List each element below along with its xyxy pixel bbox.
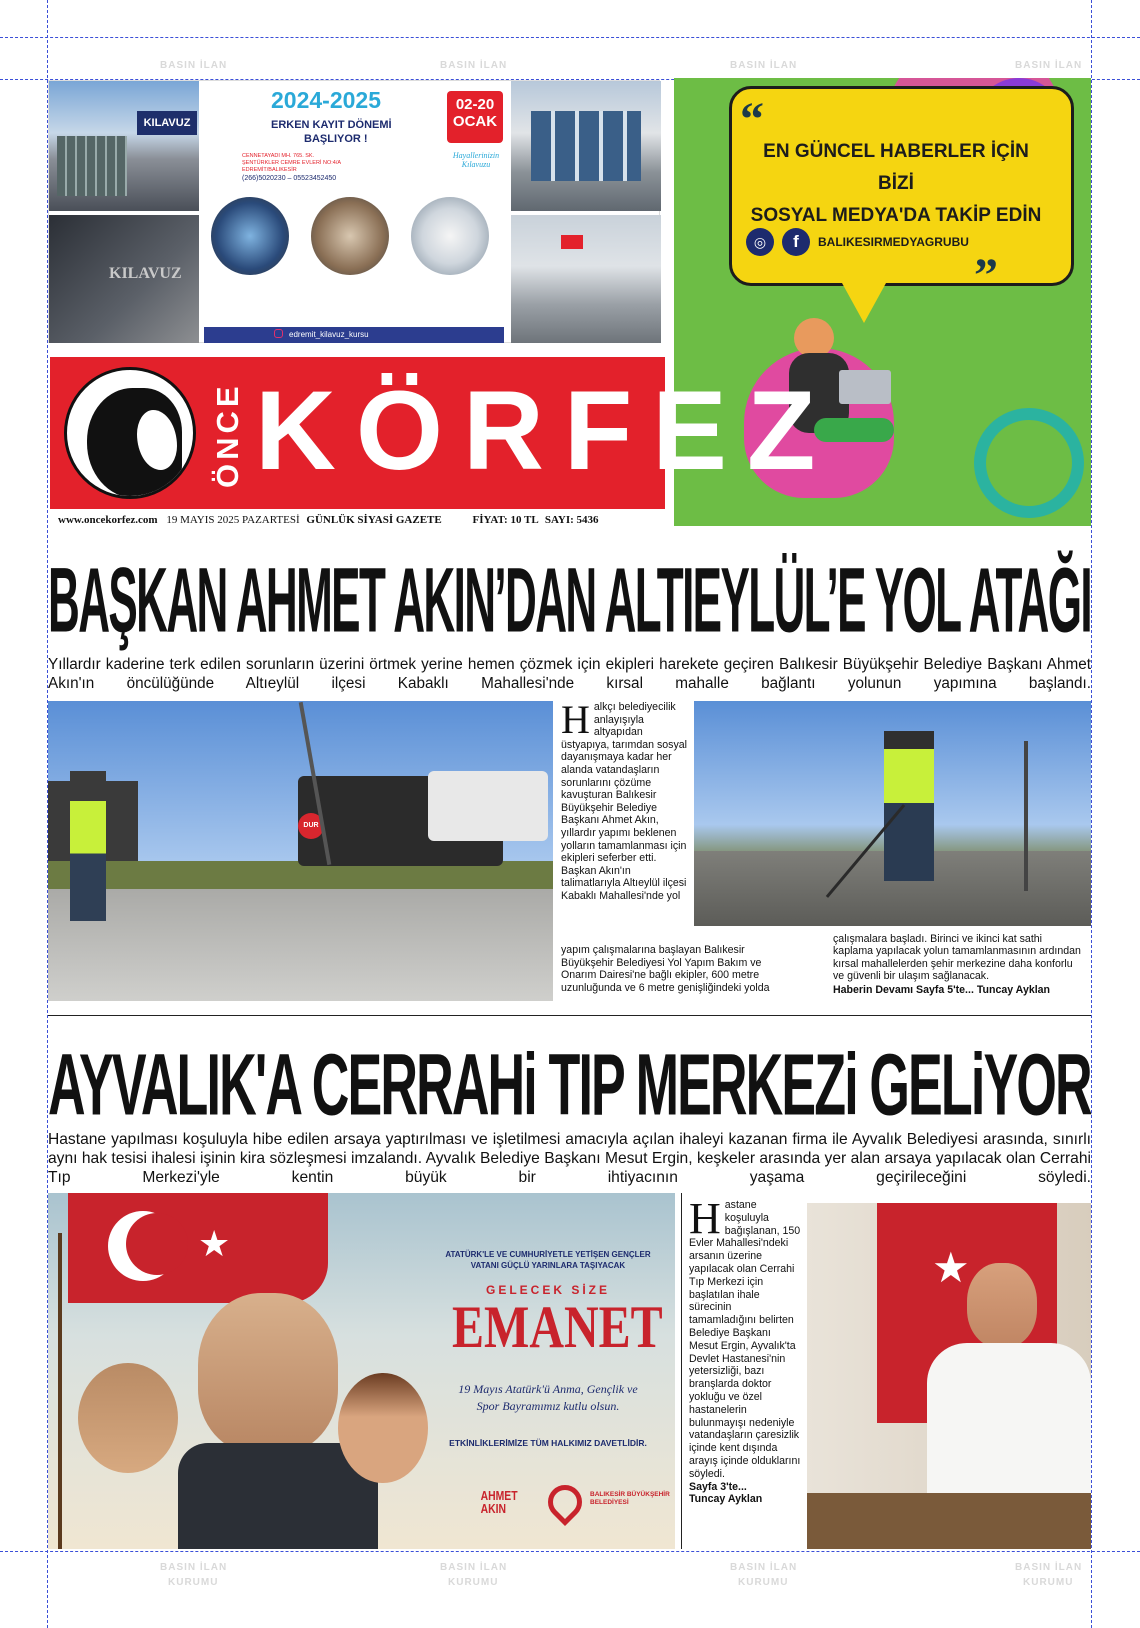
watermark: BASIN İLAN	[160, 60, 228, 71]
facebook-icon[interactable]: f	[782, 228, 810, 256]
watermark: KURUMU	[738, 1577, 789, 1588]
quote-close-icon: ”	[974, 249, 998, 302]
star-icon: ★	[198, 1223, 231, 1264]
price: FİYAT: 10 TL	[472, 514, 539, 526]
office-photo	[49, 215, 199, 343]
story1-column-text: alkçı belediyecilik anlayışıyla altyapıdan üstyapıya, tarımdan sosyal dayanışmaya kadar her alanda vatandaşların sorunlarını çözüme kavuşturan Balıkesir Büyükşehir Belediye Başkanı Ahmet Akın, yıllardır yapımı beklenen yolların tamamlanması için ekipleri seferber etti. Başkan Akın'ın talimatlarıyla Altıeylül ilçesi Kabaklı Mahallesi'nde yol	[561, 701, 688, 902]
story1-column	[561, 697, 691, 931]
story2-continue[interactable]: Sayfa 3'te...	[689, 1480, 747, 1493]
wall-logo: KILAVUZ	[109, 265, 182, 282]
watermark: KURUMU	[448, 1577, 499, 1588]
ad-years: 2024-2025	[271, 87, 381, 113]
crop-guide-top-1	[0, 37, 1140, 38]
classroom-photo	[211, 197, 289, 275]
watermark: BASIN İLAN	[440, 1562, 508, 1573]
worker-figure	[884, 731, 934, 881]
ad-emanet-script: 19 Mayıs Atatürk'ü Anma, Gençlik ve Spor Bayramımız kutlu olsun.	[458, 1382, 638, 1413]
decor-coil	[974, 408, 1084, 518]
watermark: KURUMU	[1023, 1577, 1074, 1588]
star-icon: ★	[932, 1244, 970, 1291]
story2-column	[689, 1194, 801, 1506]
social-handle: BALIKESIRMEDYAGRUBU	[818, 235, 969, 249]
ad-emanet-header: ATATÜRK'LE VE CUMHURİYETLE YETİŞEN GENÇLER VATANI GÜÇLÜ YARINLARA TAŞIYACAK	[445, 1250, 651, 1270]
watermark: BASIN İLAN	[1015, 60, 1083, 71]
ad-kilavuz[interactable]	[48, 80, 660, 343]
ataturk-portrait-logo	[64, 367, 196, 499]
ad-tagline: Hayallerinizin Kılavuzu	[452, 151, 500, 169]
stop-sign-icon: DUR	[298, 813, 324, 839]
ad-phone: (266)5020230 – 05523452450	[242, 175, 337, 182]
ad-emanet-invite: ETKİNLİKLERİMİZE TÜM HALKIMIZ DAVETLİDİR.	[449, 1438, 647, 1448]
story1-headline[interactable]: BAŞKAN AHMET AKIN’DAN ALTIEYLÜL’E YOL ATAĞI	[48, 549, 1092, 652]
story2-lead: Hastane yapılması koşuluyla hibe edilen arsaya yaptırılması ve işletilmesi amacıyla açılan ihaleyi kazanan firma ile Ayvalık Belediyesi arasında, sınırlı aynı hak tesisi ihalesi işinin kira sözleşmesi imzalandı. Ayvalık Belediye Başkanı Mesut Ergin, keşkeler arasında yer alan arsaya yapılacak olan Cerrahi Tıp Merkezi'yle kentin büyük bir ihtiyacının yaşama geçirileceğini söyledi.	[48, 1131, 1091, 1186]
ad-emanet[interactable]	[48, 1193, 675, 1549]
story1-bottom-text: yapım çalışmalarına başlayan Balıkesir Büyükşehir Belediyesi Yol Yapım Bakım ve Onarım Dairesi'ne bağlı ekipler, 600 metre uzunluğunda ve 6 metre genişliğindeki yolda	[561, 944, 770, 994]
section-divider	[48, 1015, 1091, 1016]
ad-address: CENNETAYADI MH. 765. SK. ŞENTÜRKLER CEMRE EVLERİ NO:4/A EDREMİT/BALIKESİR	[242, 153, 341, 173]
person-head	[794, 318, 834, 358]
story2-author: Tuncay Ayklan	[689, 1493, 763, 1506]
masthead	[50, 357, 836, 509]
watermark: KURUMU	[168, 1577, 219, 1588]
ad-emanet-big: EMANET	[452, 1294, 663, 1360]
story1-continue[interactable]: Haberin Devamı Sayfa 5'te... Tuncay Ayklan	[833, 984, 1051, 996]
minibus-photo	[411, 197, 489, 275]
quote-open-icon: “	[740, 93, 764, 146]
crop-guide-bottom	[0, 1551, 1140, 1552]
heart-logo-icon	[541, 1478, 589, 1526]
instagram-icon[interactable]: ◎	[746, 228, 774, 256]
story1-dropcap: H	[561, 697, 590, 742]
storefront-photo	[511, 81, 661, 211]
ad-emanet-signature: AHMET AKIN	[480, 1488, 518, 1516]
instagram-bar[interactable]	[204, 327, 504, 343]
mayor-photo	[807, 1203, 1091, 1549]
story1-right-text: çalışmalara başladı. Birinci ve ikinci kat sathi kaplama yapılacak yolun tamamlanmasının ardından kırsal mahallelerden şehir merkezine daha konforlu ve güvenli bir ulaşım sağlanacak.	[833, 933, 1081, 983]
young-woman-face	[338, 1373, 428, 1483]
ad-date-box: 02-20 OCAK	[447, 91, 503, 143]
masthead-small: ÖNCE	[210, 382, 245, 488]
watermark: BASIN İLAN	[730, 1562, 798, 1573]
laptop-icon	[839, 370, 891, 404]
story1-lead: Yıllardır kaderine terk edilen sorunların üzerini örtmek yerine hemen çözmek için ekipleri harekete geçiren Balıkesir Büyükşehir Belediye Başkanı Ahmet Akın'ın öncülüğünde Altıeylül ilçesi Kabaklı Mahallesi'nde kırsal mahalle bağlantı yolunun yapımına başlandı.	[48, 656, 1091, 692]
watermark: BASIN İLAN	[1015, 1562, 1083, 1573]
storefront-sign: KILAVUZ	[137, 111, 197, 135]
story2-headline[interactable]: AYVALIK'A CERRAHi TIP MERKEZi GELiYOR	[48, 1035, 1091, 1134]
website-link[interactable]: www.oncekorfez.com	[58, 514, 158, 526]
watermark: BASIN İLAN	[730, 60, 798, 71]
column-rule	[681, 1193, 682, 1549]
paper-type: GÜNLÜK SİYASİ GAZETE	[306, 514, 442, 526]
ad-line2: BAŞLIYOR !	[304, 133, 368, 145]
instagram-handle: edremit_kilavuz_kursu	[289, 330, 369, 339]
worker-raking-photo	[694, 701, 1091, 926]
story2-column-text: astane koşuluyla bağışlanan, 150 Evler Mahallesi'ndeki arsanın üzerine yapılacak olan Cerrahi Tıp Merkezi için başlatılan ihale sürecinin tamamladığını belirten Belediye Başkanı Mesut Ergin, Ayvalık'ta Devlet Hastanesi'nin yetersizliği, bazı branşlarda doktor yokluğu ve özel hastanelerin bulunmayışı nedeniyle vatandaşların çaresizlik içinde kent dışında arayış içinde olduklarını söyledi.	[689, 1199, 801, 1480]
watermark: BASIN İLAN	[160, 1562, 228, 1573]
ad-social-text: EN GÜNCEL HABERLER İÇİN BİZİ SOSYAL MEDYA'DA TAKİP EDİN	[750, 141, 1042, 226]
story2-dropcap: H	[689, 1194, 721, 1243]
instagram-icon	[274, 329, 283, 338]
ad-emanet-small: GELECEK SİZE	[485, 1283, 610, 1297]
ad-emanet-org: BALIKESİR BÜYÜKŞEHİR BELEDİYESİ	[590, 1491, 670, 1506]
street-photo	[511, 215, 661, 343]
masthead-title: KÖRFEZ	[255, 368, 836, 493]
turkish-flag	[68, 1193, 328, 1303]
road-work-photo	[48, 701, 553, 1001]
masthead-info	[58, 514, 668, 526]
flag-icon	[561, 235, 583, 249]
ataturk-face	[198, 1293, 338, 1453]
students-photo	[311, 197, 389, 275]
watermark: BASIN İLAN	[440, 60, 508, 71]
desk	[807, 1493, 1091, 1549]
issue-date: 19 MAYIS 2025 PAZARTESİ	[166, 514, 300, 526]
building-photo	[49, 81, 199, 211]
issue-number: SAYI: 5436	[544, 514, 599, 526]
crop-guide-right	[1091, 0, 1092, 1628]
worker-figure	[70, 771, 106, 921]
mayor-face	[967, 1263, 1037, 1348]
ad-line1: ERKEN KAYIT DÖNEMİ	[271, 119, 392, 131]
young-man-face	[78, 1363, 178, 1473]
